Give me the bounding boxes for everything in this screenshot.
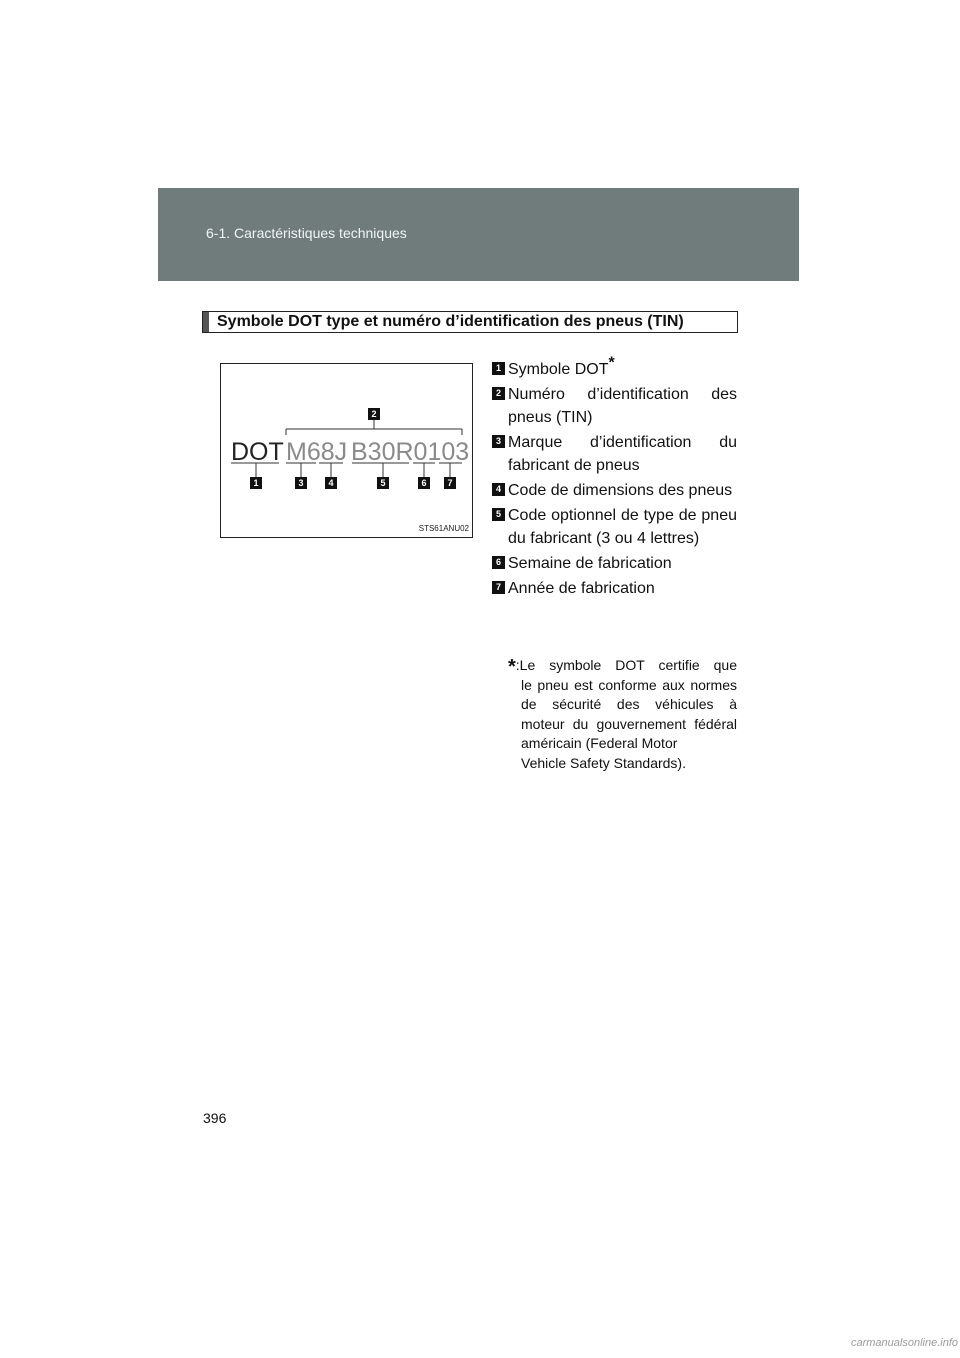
footnote-first-line	[508, 656, 737, 676]
title-accent-bar	[203, 312, 209, 332]
callout-number: 4	[492, 483, 505, 496]
list-item	[492, 383, 737, 429]
item-text: Année de fabrication	[508, 580, 655, 597]
callout-number: 2	[492, 387, 505, 400]
callout-1-label: 1	[253, 478, 259, 488]
footnote	[508, 656, 737, 773]
callout-6-label: 6	[421, 478, 427, 488]
item-text: Marque d’identification du fabricant de pneus	[508, 434, 737, 474]
section-title	[202, 311, 738, 333]
callout-list	[492, 354, 737, 602]
callout-number: 6	[492, 556, 505, 569]
item-text: Code optionnel de type de pneu du fabricant (3 ou 4 lettres)	[508, 507, 737, 547]
callout-number: 7	[492, 581, 505, 594]
callout-7-label: 7	[447, 478, 453, 488]
breadcrumb: 6-1. Caractéristiques techniques	[206, 225, 407, 241]
dot-tin-diagram	[221, 364, 472, 537]
footnote-star: *	[608, 354, 615, 372]
item-text: Numéro d’identification des pneus (TIN)	[508, 386, 737, 426]
callout-2-label: 2	[371, 409, 377, 419]
footnote-body	[508, 676, 737, 774]
item-text: Code de dimensions des pneus	[508, 482, 733, 499]
dot-tin-figure	[220, 363, 473, 538]
callout-4-label: 4	[328, 478, 334, 488]
callout-number: 5	[492, 508, 505, 521]
list-item	[492, 552, 737, 575]
section-title-text: Symbole DOT type et numéro d’identification des pneus (TIN)	[217, 313, 684, 330]
list-item	[492, 354, 737, 381]
footnote-first-text: :Le symbole DOT certifie que	[515, 657, 737, 673]
footnote-last-line: Vehicle Safety Standards).	[521, 754, 686, 771]
item-text: Symbole DOT	[508, 361, 609, 378]
callout-number: 1	[492, 362, 505, 375]
watermark: carmanualsonline.info	[850, 1337, 958, 1349]
list-item	[492, 577, 737, 600]
callout-number: 3	[492, 435, 505, 448]
list-item	[492, 479, 737, 502]
footnote-body-text: le pneu est conforme aux normes de sécurité des véhicules à moteur du gouvernement fédéral américain (Federal Motor	[521, 676, 737, 751]
chapter-header	[158, 188, 799, 281]
callout-5-label: 5	[380, 478, 386, 488]
tin-code-text: B30R0103	[351, 438, 470, 466]
mfr-code-text: M68J	[286, 438, 348, 466]
dot-text: DOT	[231, 438, 284, 466]
footnote-marker: *	[508, 656, 516, 678]
callout-3-label: 3	[298, 478, 304, 488]
list-item	[492, 431, 737, 477]
figure-caption: STS61ANU02	[418, 524, 469, 533]
item-text: Semaine de fabrication	[508, 555, 672, 572]
list-item	[492, 504, 737, 550]
page-number: 396	[203, 1110, 227, 1126]
